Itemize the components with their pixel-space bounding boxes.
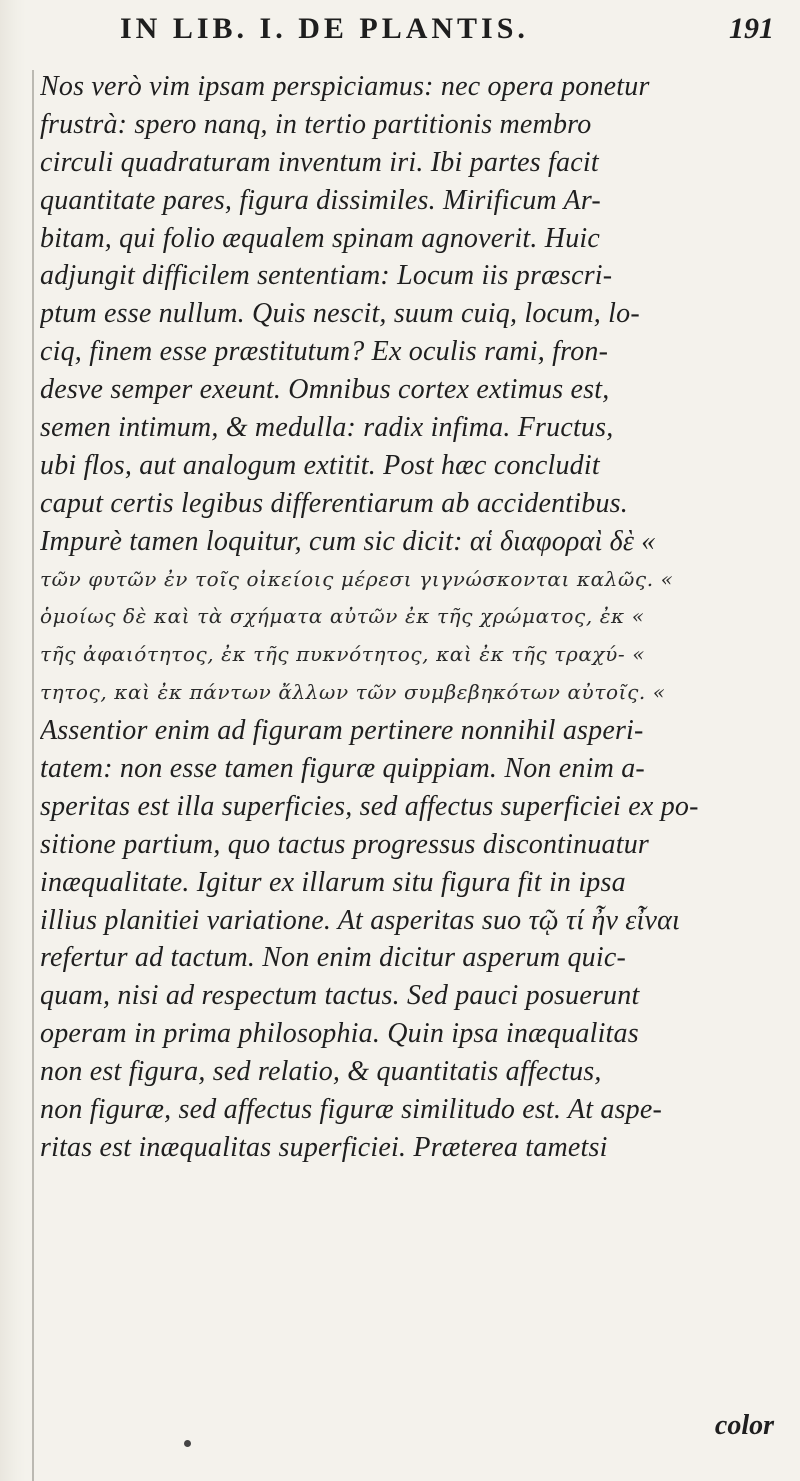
running-head: IN LIB. I. DE PLANTIS. xyxy=(120,12,529,45)
text-line: frustrà: spero nanq, in tertio partitionis membro xyxy=(40,108,592,140)
greek-quote-line: τητος, καὶ ἐκ πάντων ἄλλων τῶν συμβεβηκότων αὐτοῖς. « xyxy=(40,680,666,705)
greek-quote-line: τῆς ἀφαιότητος, ἐκ τῆς πυκνότητος, καὶ ἐκ τῆς τραχύ- « xyxy=(40,642,646,667)
text-line: quantitate pares, figura dissimiles. Mirificum Ar- xyxy=(40,184,601,216)
text-line: inæqualitate. Igitur ex illarum situ figura fit in ipsa xyxy=(40,866,626,898)
text-line: bitam, qui folio æqualem spinam agnoverit. Huic xyxy=(40,222,601,254)
text-line: illius planitiei variatione. At asperitas suo τῷ τί ἦν εἶναι xyxy=(40,904,681,936)
text-line: adjungit difficilem sententiam: Locum iis præscri- xyxy=(40,260,613,292)
text-line: Assentior enim ad figuram pertinere nonnihil asperi- xyxy=(40,715,644,747)
text-line: quam, nisi ad respectum tactus. Sed pauci posuerunt xyxy=(40,980,640,1012)
text-line: operam in prima philosophia. Quin ipsa inæqualitas xyxy=(40,1018,639,1050)
greek-quote-line: τῶν φυτῶν ἐν τοῖς οἰκείοις μέρεσι γιγνώσκονται καλῶς. « xyxy=(40,566,674,591)
binding-edge-line xyxy=(32,70,34,1481)
page-number: 191 xyxy=(729,12,774,45)
text-line: tatem: non esse tamen figuræ quippiam. Non enim a- xyxy=(40,753,645,785)
text-line: non est figura, sed relatio, & quantitatis affectus, xyxy=(40,1056,602,1088)
text-line: non figuræ, sed affectus figuræ similitudo est. At aspe- xyxy=(40,1094,663,1126)
text-line: Nos verò vim ipsam perspiciamus: nec opera ponetur xyxy=(40,71,650,102)
text-line: refertur ad tactum. Non enim dicitur asperum quic- xyxy=(40,942,627,974)
text-line: semen intimum, & medulla: radix infima. Fructus, xyxy=(40,412,614,444)
ink-speck xyxy=(184,1440,191,1447)
text-line: caput certis legibus differentiarum ab accidentibus. xyxy=(40,487,628,519)
body-text xyxy=(40,68,792,1167)
text-line: ptum esse nullum. Quis nescit, suum cuiq, locum, lo- xyxy=(40,298,640,330)
greek-quote-line: ὁμοίως δὲ καὶ τὰ σχήματα αὐτῶν ἐκ τῆς χρώματος, ἐκ « xyxy=(40,604,645,629)
text-line: ritas est inæqualitas superficiei. Præterea tametsi xyxy=(40,1131,608,1163)
text-line: sitione partium, quo tactus progressus discontinuatur xyxy=(40,828,649,860)
text-line: desve semper exeunt. Omnibus cortex extimus est, xyxy=(40,374,610,406)
text-line: ubi flos, aut analogum extitit. Post hæc concludit xyxy=(40,449,600,481)
text-line: ciq, finem esse præstitutum? Ex oculis rami, fron- xyxy=(40,336,609,368)
binding-gutter xyxy=(0,0,26,1481)
page-header xyxy=(90,8,780,58)
text-line: circuli quadraturam inventum iri. Ibi partes facit xyxy=(40,146,599,178)
catchword: color xyxy=(714,1410,774,1441)
text-line: Impurè tamen loquitur, cum sic dicit: αἱ διαφοραὶ δὲ « xyxy=(40,525,656,557)
text-line: speritas est illa superficies, sed affectus superficiei ex po- xyxy=(40,790,699,822)
